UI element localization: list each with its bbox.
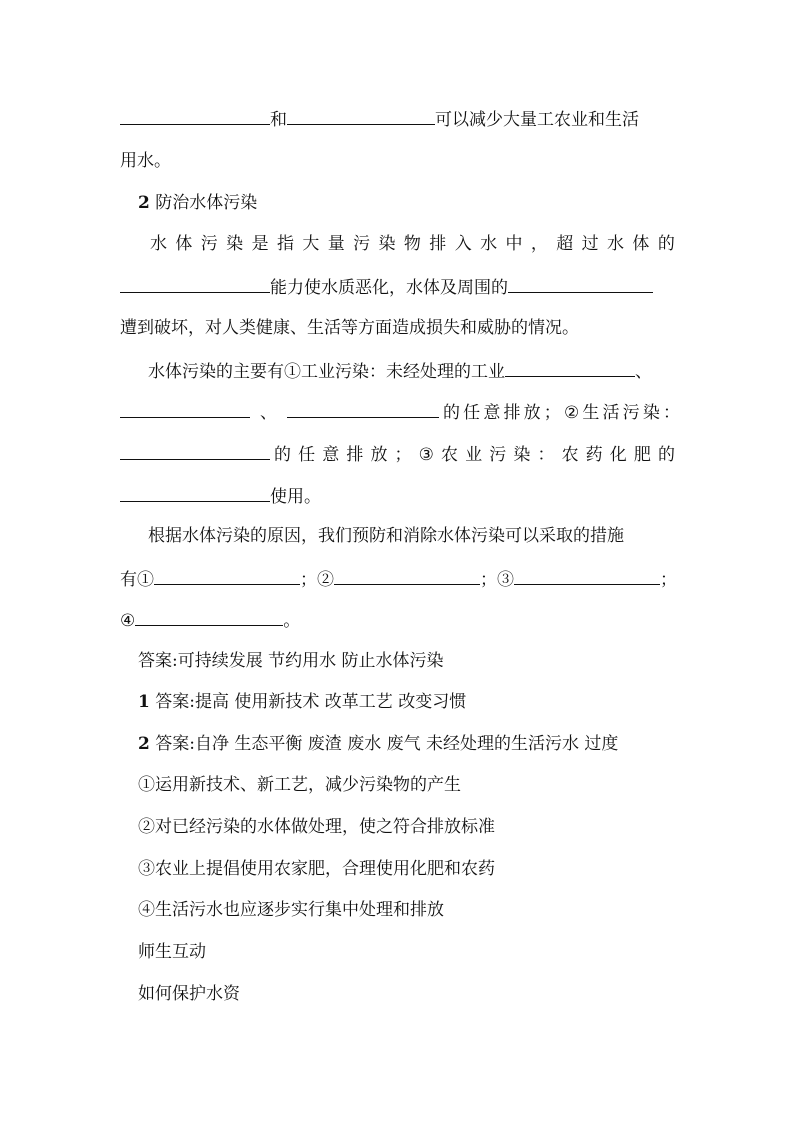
measure-line: ②对已经污染的水体做处理，使之符合排放标准 [138, 817, 495, 837]
char-span: 污 [489, 445, 507, 465]
char-span: 的 [274, 445, 291, 465]
char-span: 农 [441, 445, 459, 465]
char-span: 体 [175, 234, 193, 254]
fill-blank [120, 399, 250, 418]
char-span: ； [543, 403, 561, 423]
char-span: 的 [658, 445, 675, 465]
text-line [120, 566, 680, 592]
text-span: 使用。 [270, 487, 321, 507]
char-span: 大 [302, 234, 320, 254]
char-span: 体 [632, 234, 650, 254]
answer-number: 1 [138, 692, 150, 712]
char-span: 放 [370, 445, 388, 465]
char-span: 污 [200, 234, 218, 254]
char-span: 药 [585, 445, 603, 465]
char-span: 任 [463, 403, 481, 423]
section-label: 如何保护水资 [138, 984, 240, 1004]
char-span: 污 [353, 234, 371, 254]
answer-line: 答案:可持续发展 节约用水 防止水体污染 [138, 651, 444, 671]
answer-line [138, 690, 698, 714]
text-span: ④ [120, 611, 136, 631]
char-span: 水 [480, 234, 498, 254]
text-span: 。 [283, 611, 301, 631]
answer-text: 答案:自净 生态平衡 废渣 废水 废气 未经处理的生活污水 过度 [155, 734, 619, 754]
section-label: 师生互动 [138, 942, 206, 962]
measure-line: ④生活污水也应逐步实行集中处理和排放 [138, 900, 444, 920]
text-span: 、 [260, 403, 277, 423]
fill-blank [508, 274, 653, 293]
char-span: 水 [150, 234, 167, 254]
text-line [120, 274, 680, 300]
fill-blank [120, 274, 270, 293]
char-span: 中 [505, 234, 523, 254]
fill-blank [154, 566, 300, 585]
fill-blank [287, 399, 439, 418]
measure-line: ①运用新技术、新工艺，减少污染物的产生 [138, 775, 461, 795]
heading-number: 2 [138, 193, 150, 213]
text-line [120, 483, 680, 509]
text-line: 用水。 [120, 151, 171, 171]
char-span: 业 [465, 445, 483, 465]
char-span: 排 [429, 234, 447, 254]
line-content [120, 566, 677, 592]
text-line [120, 399, 680, 425]
text-line [150, 232, 675, 256]
char-span: 排 [346, 445, 364, 465]
fill-blank [334, 566, 480, 585]
fill-blank [120, 106, 270, 125]
fill-blank [120, 483, 270, 502]
char-span: 染 [226, 234, 244, 254]
char-span: 水 [607, 234, 625, 254]
char-span: ② [563, 403, 580, 423]
text-span: ； [660, 570, 677, 590]
text-line [120, 607, 680, 633]
char-span: 物 [403, 234, 421, 254]
char-span: 染 [642, 403, 660, 423]
char-span: 入 [454, 234, 472, 254]
char-span: 生 [582, 403, 600, 423]
char-span: 指 [276, 234, 294, 254]
text-span: 、 [635, 362, 652, 382]
char-span: 量 [327, 234, 345, 254]
char-span: 的 [657, 234, 675, 254]
char-span: 化 [609, 445, 627, 465]
fill-blank [514, 566, 660, 585]
fill-blank [505, 358, 635, 377]
text-line: 根据水体污染的原因，我们预防和消除水体污染可以采取的措施 [148, 526, 624, 546]
answer-number: 2 [138, 734, 150, 754]
char-span: ； [394, 445, 412, 465]
fill-blank [287, 106, 435, 125]
char-span: 意 [322, 445, 340, 465]
char-span: ： [537, 445, 555, 465]
answer-line [138, 732, 698, 756]
fill-blank [135, 607, 283, 626]
text-span [443, 401, 680, 425]
char-span: ③ [418, 445, 434, 465]
char-span: 的 [443, 403, 460, 423]
char-span: 是 [251, 234, 269, 254]
answer-text: 答案:提高 使用新技术 改革工艺 改变习惯 [155, 692, 467, 712]
text-line: 遭到破坏，对人类健康、生活等方面造成损失和威胁的情况。 [120, 318, 579, 338]
text-span: 和 [270, 110, 287, 130]
char-span: 农 [561, 445, 579, 465]
text-span: ；③ [480, 570, 514, 590]
char-span: 污 [622, 403, 640, 423]
fill-blank [120, 441, 270, 460]
text-span: 可以减少大量工农业和生活 [435, 110, 639, 130]
section-heading [138, 191, 698, 215]
char-span: 过 [581, 234, 599, 254]
char-span: 染 [513, 445, 531, 465]
text-span: 能力使水质恶化，水体及周围的 [270, 278, 508, 298]
text-line [148, 358, 708, 384]
line-content [120, 441, 675, 467]
char-span: 肥 [633, 445, 651, 465]
text-span: 水体污染的主要有①工业污染：未经处理的工业 [148, 362, 505, 382]
line-content [120, 399, 680, 425]
text-span [274, 443, 675, 467]
text-line [120, 441, 680, 467]
char-span: 意 [483, 403, 501, 423]
char-span: ： [662, 403, 680, 423]
char-span: ， [530, 234, 548, 254]
char-span: 超 [556, 234, 574, 254]
measure-line: ③农业上提倡使用农家肥，合理使用化肥和农药 [138, 859, 495, 879]
char-span: 放 [523, 403, 541, 423]
char-span: 排 [503, 403, 521, 423]
text-span: 有① [120, 570, 154, 590]
heading-text: 防治水体污染 [155, 193, 258, 213]
text-span: ；② [300, 570, 334, 590]
char-span: 染 [378, 234, 396, 254]
char-span: 任 [298, 445, 316, 465]
text-line [120, 106, 680, 132]
char-span: 活 [602, 403, 620, 423]
